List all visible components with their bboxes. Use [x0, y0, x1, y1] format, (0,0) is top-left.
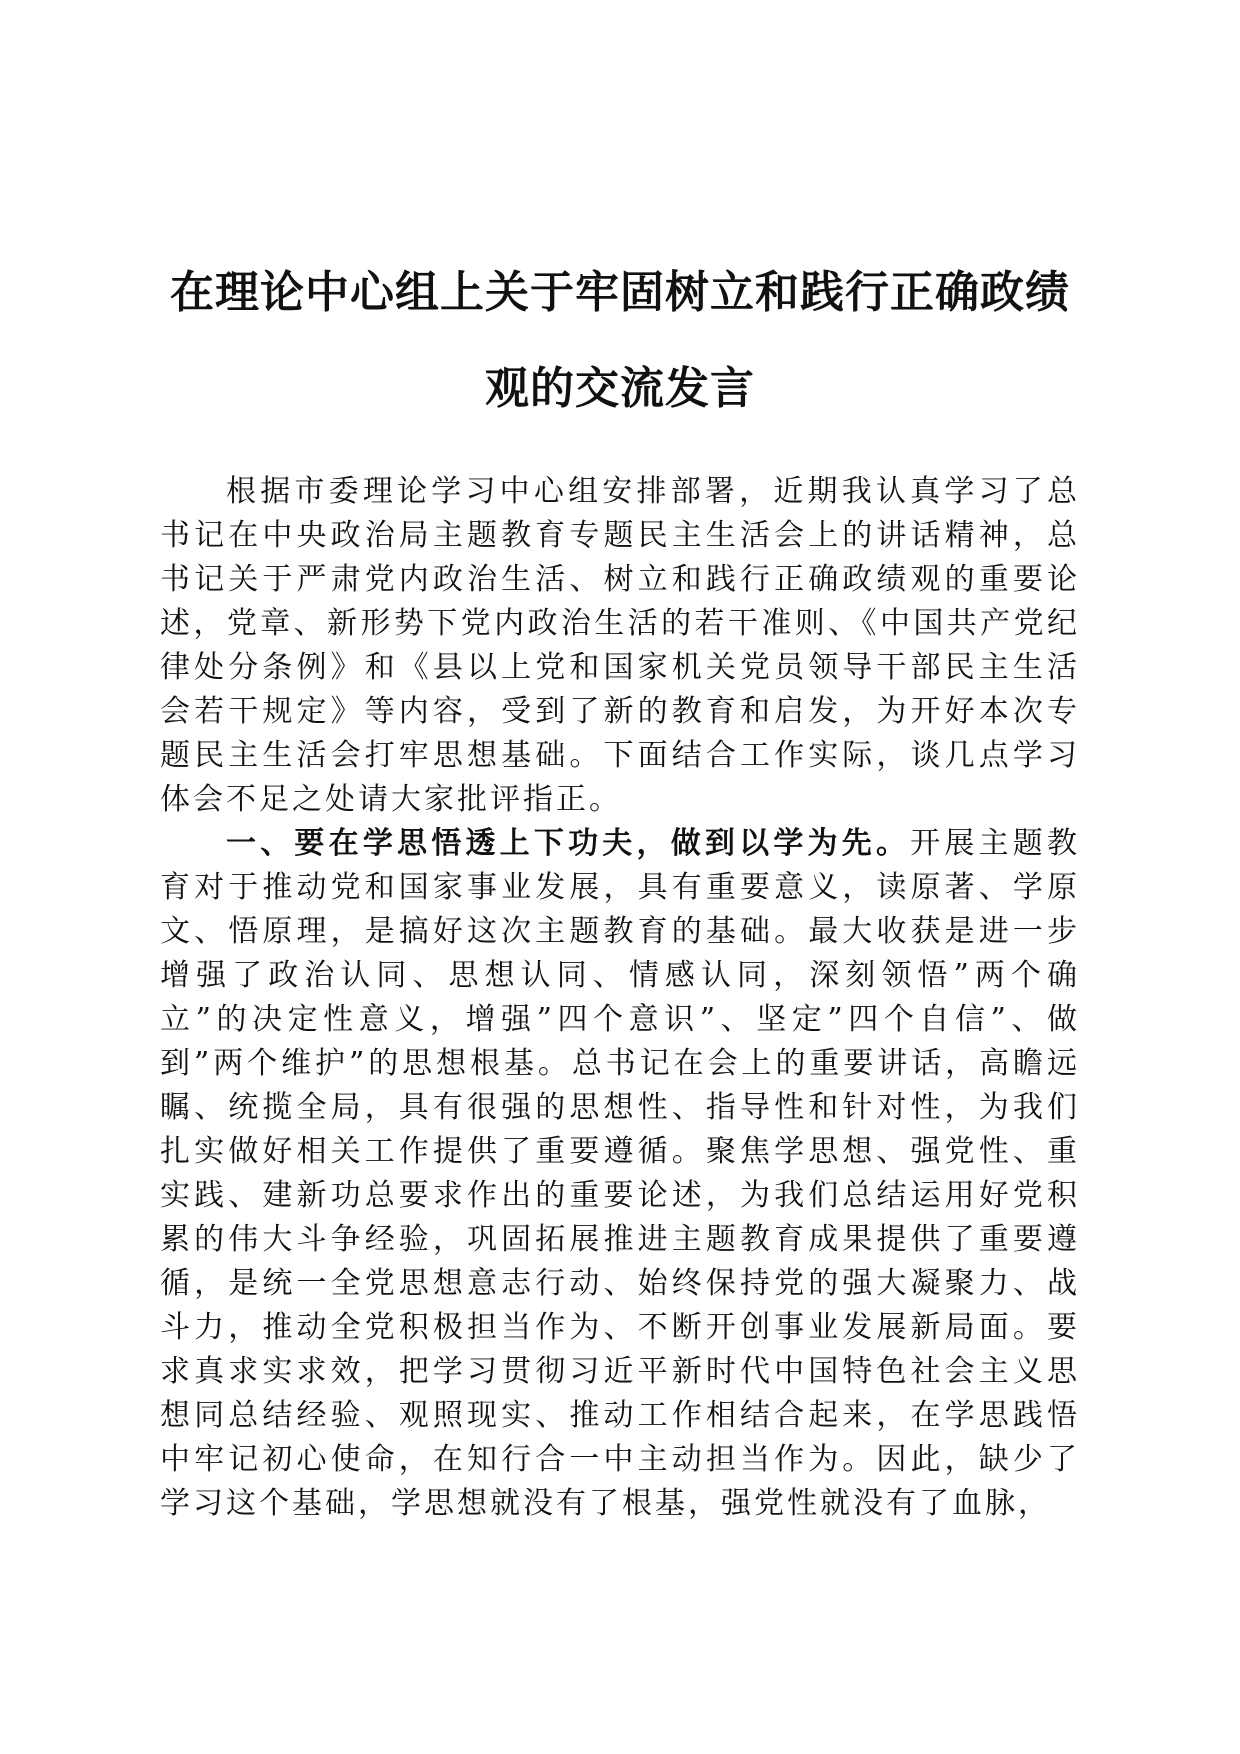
- document-title: [0, 245, 1240, 437]
- section-1-paragraph: [160, 822, 1080, 1526]
- title-line-1: 在理论中心组上关于牢固树立和践行正确政绩: [170, 267, 1070, 318]
- document-body: [160, 470, 1080, 1526]
- section-1-text: 开展主题教育对于推动党和国家事业发展，具有重要意义，读原著、学原文、悟原理，是搞好这次主题教育的基础。最大收获是进一步增强了政治认同、思想认同、情感认同，深刻领悟”两个确立”的决定性意义，增强”四个意识”、坚定”四个自信”、做到”两个维护”的思想根基。总书记在会上的重要讲话，高瞻远瞩、统揽全局，具有很强的思想性、指导性和针对性，为我们扎实做好相关工作提供了重要遵循。聚焦学思想、强党性、重实践、建新功总要求作出的重要论述，为我们总结运用好党积累的伟大斗争经验，巩固拓展推进主题教育成果提供了重要遵循，是统一全党思想意志行动、始终保持党的强大凝聚力、战斗力，推动全党积极担当作为、不断开创事业发展新局面。要求真求实求效，把学习贯彻习近平新时代中国特色社会主义思想同总结经验、观照现实、推动工作相结合起来，在学思践悟中牢记初心使命，在知行合一中主动担当作为。因此，缺少了学习这个基础，学思想就没有了根基，强党性就没有了血脉，: [160, 826, 1081, 1521]
- section-1-heading: 一、要在学思悟透上下功夫，做到以学为先。: [226, 826, 911, 861]
- title-line-2: 观的交流发言: [485, 363, 755, 414]
- intro-paragraph: 根据市委理论学习中心组安排部署，近期我认真学习了总书记在中央政治局主题教育专题民主生活会上的讲话精神，总书记关于严肃党内政治生活、树立和践行正确政绩观的重要论述，党章、新形势下党内政治生活的若干准则、《中国共产党纪律处分条例》和《县以上党和国家机关党员领导干部民主生活会若干规定》等内容，受到了新的教育和启发，为开好本次专题民主生活会打牢思想基础。下面结合工作实际，谈几点学习体会不足之处请大家批评指正。: [160, 474, 1080, 817]
